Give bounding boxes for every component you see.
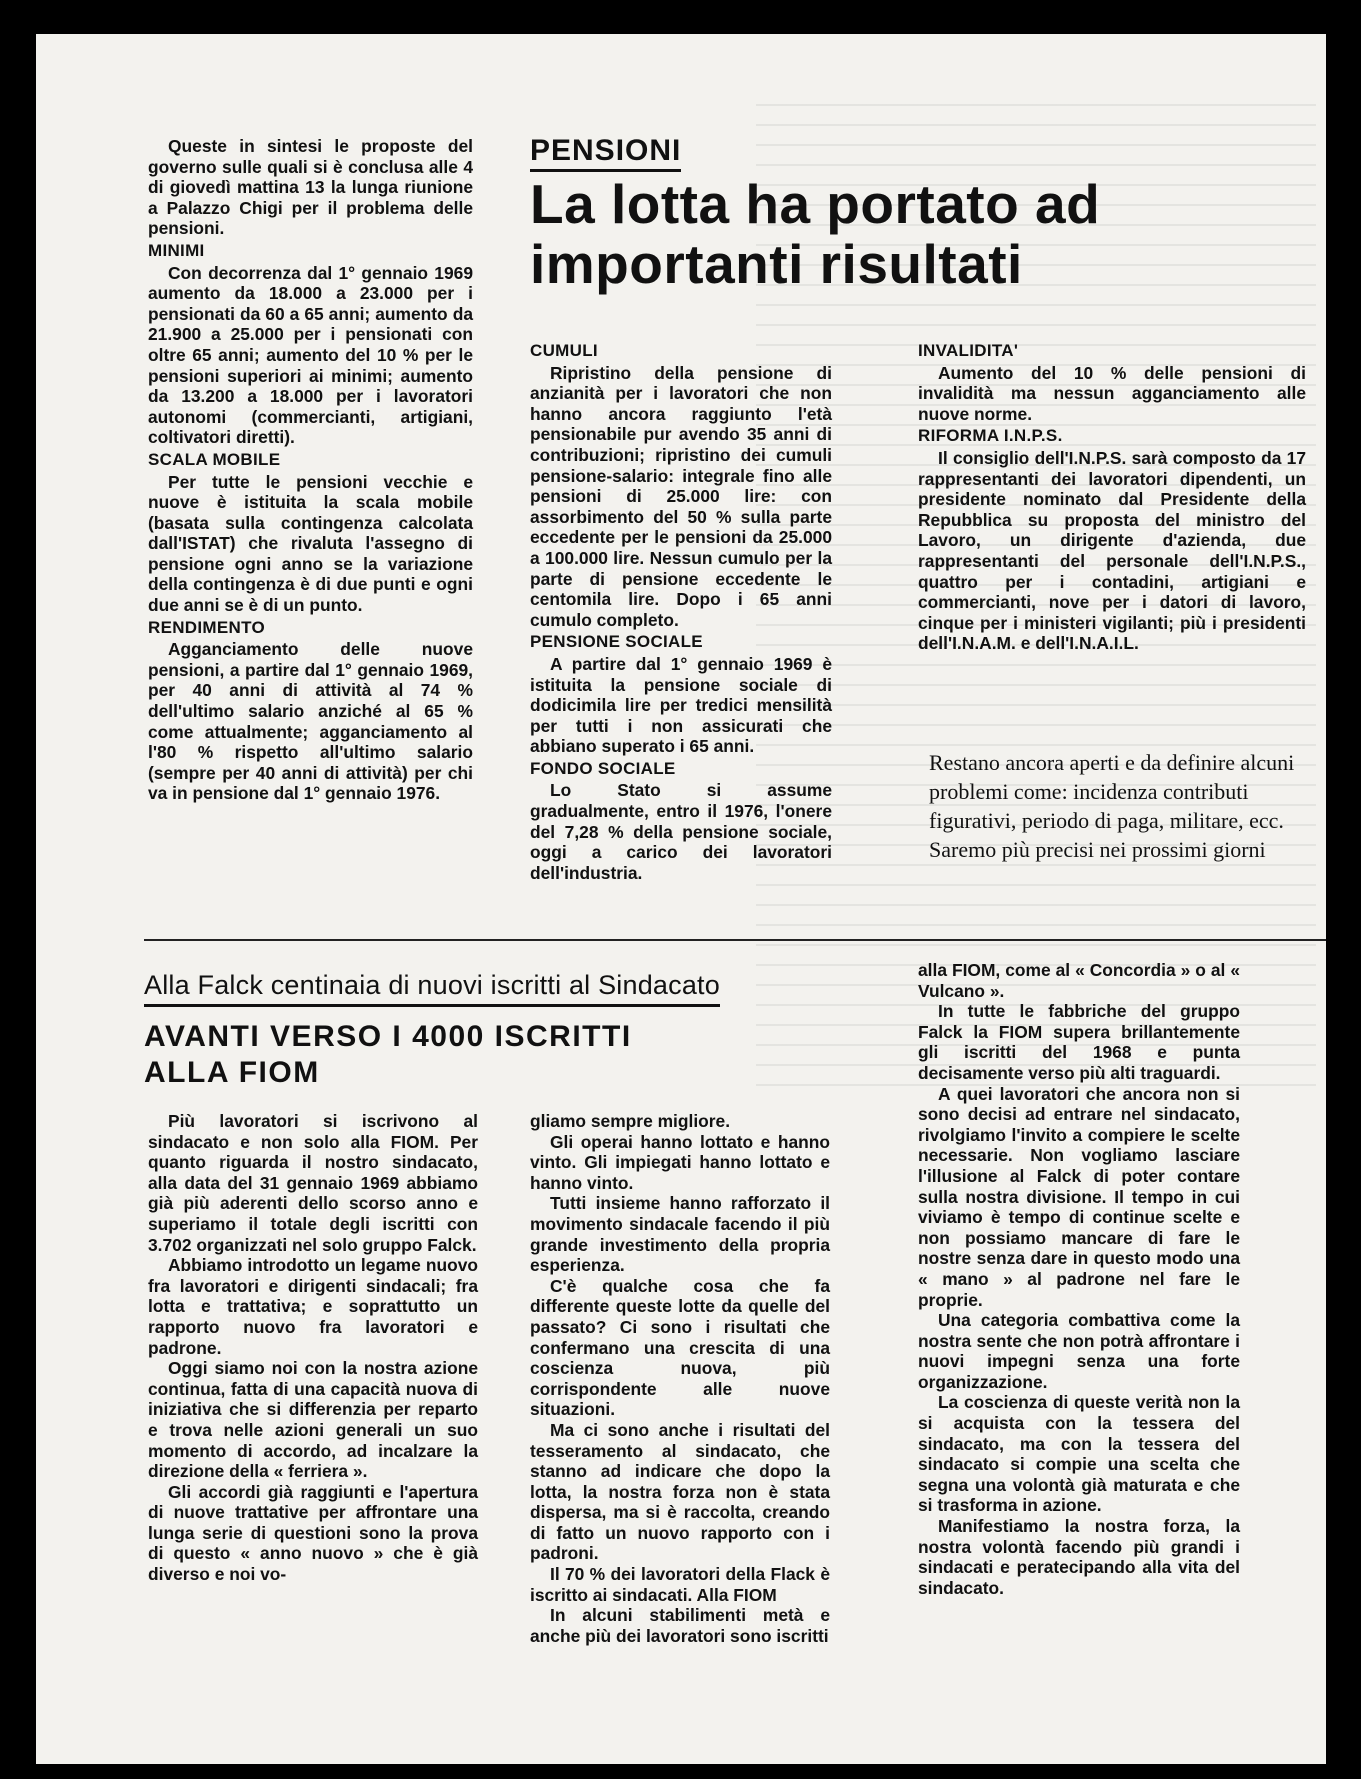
subheading: RIFORMA I.N.P.S. [918,426,1063,446]
subheading: RENDIMENTO [148,617,265,637]
paragraph: Gli operai hanno lottato e hanno vinto. Gli impiegati hanno lottato e hanno vinto. [530,1131,830,1193]
fiom-column-2 [530,1111,830,1646]
paragraph: Manifestiamo la nostra forza, la nostra volontà facendo più grandi i sindacati e peratecipando alla vita del sindacato. [918,1516,1240,1598]
subheading: CUMULI [530,341,598,360]
paragraph: A partire dal 1° gennaio 1969 è istituita la pensione sociale di dodicimila lire per tredici mensilità per tutti i non assicurati che abbiano superato i 65 anni. [530,653,832,757]
paragraph: In tutte le fabbriche del gruppo Falck la FIOM supera brillantemente gli iscritti del 1968 e punta decisamente verso più alti traguardi. [918,1001,1240,1083]
pensioni-headline: La lotta ha portato ad importanti risultati [530,173,1101,295]
paragraph: A quei lavoratori che ancora non si sono decisi ad entrare nel sindacato, rivolgiamo l'invito a compiere le scelte necessarie. Non vogliamo lasciare l'illusione al Falck di poter contare sulla nostra divisione. Il tempo in cui viviamo è tempo di continue scelte e non possiamo mancare di fare le nostre senza dare in questo modo una « mano » al padrone nel fare le proprie. [918,1083,1240,1310]
paragraph: Il 70 % dei lavoratori della Flack è iscritto ai sindacati. Alla FIOM [530,1564,830,1605]
paragraph: Una categoria combattiva come la nostra sente che non potrà affrontare i nuovi impegni senza una forte organizzazione. [918,1310,1240,1392]
paragraph: Il consiglio dell'I.N.P.S. sarà composto da 17 rappresentanti dei lavoratori dipendenti, un presidente nominato dal Presidente della Repubblica su proposta del ministro del Lavoro, un dirigente d'azienda, due rappresentanti del personale dell'I.N.P.S., quattro per i contadini, artigiani e commercianti, nove per i datori di lavoro, cinque per i ministeri vigilanti; più i presidenti dell'I.N.A.M. e dell'I.N.A.I.L. [918,447,1306,654]
paragraph: La coscienza di queste verità non la si acquista con la tessera del sindacato, ma con la tessera del sindacato si compie una scelta che segna una volontà già maturata e che si trasforma in azione. [918,1392,1240,1516]
fiom-headline: AVANTI VERSO I 4000 ISCRITTI ALLA FIOM [144,1020,632,1089]
paragraph: Più lavoratori si iscrivono al sindacato e non solo alla FIOM. Per quanto riguarda il nostro sindacato, alla data del 31 gennaio 1969 abbiamo già più aderenti dello scorso anno e superiamo il totale degli iscritti con 3.702 organizzati nel solo gruppo Falck. [148,1111,478,1255]
paragraph: Ma ci sono anche i risultati del tesseramento al sindacato, che stanno ad indicare che dopo la lotta, la nostra forza non è stata dispersa, ma si è raccolta, creando di fatto un nuovo rapporto con i padroni. [530,1419,830,1564]
section-divider [144,939,1326,941]
paragraph: Per tutte le pensioni vecchie e nuove è istituita la scala mobile (basata sulla contingenza calcolata dall'ISTAT) che rivaluta l'assegno di pensione ogni anno se la variazione della contingenza è di due punti e ogni due anni se è di un punto. [148,471,473,616]
paragraph: C'è qualche cosa che fa differente queste lotte da quelle del passato? Ci sono i risultati che confermano una crescita di una coscienza nuova, più corrispondente alle nuove situazioni. [530,1275,830,1420]
paragraph: Con decorrenza dal 1° gennaio 1969 aumento da 18.000 a 23.000 per i pensionati da 60 a 65 anni; aumento da 21.900 a 25.000 per i pensionati con oltre 65 anni; aumento del 10 % per le pensioni superiori ai minimi; aumento da 13.200 a 18.000 per i lavoratori autonomi (commercianti, artigiani, coltivatori diretti). [148,262,473,448]
fiom-column-3 [918,960,1240,1598]
fiom-column-1 [148,1111,478,1585]
paragraph: In alcuni stabilimenti metà e anche più dei lavoratori sono iscritti [530,1605,830,1646]
subheading: PENSIONE SOCIALE [530,632,703,652]
paragraph: Tutti insieme hanno rafforzato il movimento sindacale facendo il più grande investimento della propria esperienza. [530,1193,830,1276]
paragraph: Agganciamento delle nuove pensioni, a partire dal 1° gennaio 1969, per 40 anni di attività al 74 % dell'ultimo salario anziché al 65 % come attualmente; agganciamento al l'80 % rispetto all'ultimo salario (sempre per 40 anni di attività) per chi va in pensione dal 1° gennaio 1976. [148,639,473,804]
pensioni-column-3 [918,339,1306,654]
subheading: FONDO SOCIALE [530,758,676,778]
fiom-kicker: Alla Falck centinaia di nuovi iscritti al Sindacato [144,970,720,1007]
pensioni-column-1 [148,136,473,804]
paragraph: Oggi siamo noi con la nostra azione continua, fatta di una capacità nuova di iniziativa che si differenzia per reparto e trova nelle azioni generali un suo momento di accordo, ad incalzare la direzione della « ferriera ». [148,1358,478,1482]
newspaper-page [36,34,1326,1764]
paragraph: Gli accordi già raggiunti e l'apertura di nuove trattative per affrontare una lunga serie di questioni sono la prova di questo « anno nuovo » che è già diverso e noi vo- [148,1481,478,1585]
subheading: INVALIDITA' [918,341,1019,360]
paragraph: Ripristino della pensione di anzianità per i lavoratori che non hanno ancora raggiunto l'età pensionabile pur avendo 35 anni di contribuzioni; ripristino dei cumuli pensione-salario: integrale fino alle pensioni di 25.000 lire: con assorbimento del 50 % sulla parte eccedente per le pensioni da 25.000 a 100.000 lire. Nessun cumulo per la parte di pensione eccedente le centomila lire. Dopo i 65 anni cumulo completo. [530,362,832,630]
pensioni-closing-note: Restano ancora aperti e da definire alcuni problemi come: incidenza contributi figurativi, periodo di paga, militare, ecc. Saremo più precisi nei prossimi giorni [929,750,1295,862]
subheading: MINIMI [148,240,205,260]
paragraph: Abbiamo introdotto un legame nuovo fra lavoratori e dirigenti sindacali; fra lotta e trattativa; e soprattutto un rapporto nuovo fra lavoratori e padrone. [148,1255,478,1358]
paragraph: alla FIOM, come al « Concordia » o al « Vulcano ». [918,960,1240,1001]
paragraph: gliamo sempre migliore. [530,1111,731,1131]
pensioni-column-2 [530,339,832,883]
section-tag: PENSIONI [530,134,681,172]
paragraph: Aumento del 10 % delle pensioni di invalidità ma nessun agganciamento alle nuove norme. [918,362,1306,424]
subheading: SCALA MOBILE [148,449,281,469]
paragraph: Queste in sintesi le proposte del governo sulle quali si è conclusa alle 4 di giovedì mattina 13 la lunga riunione a Palazzo Chigi per il problema delle pensioni. [148,136,473,239]
paragraph: Lo Stato si assume gradualmente, entro il 1976, l'onere del 7,28 % della pensione sociale, oggi a carico dei lavoratori dell'industria. [530,780,832,883]
